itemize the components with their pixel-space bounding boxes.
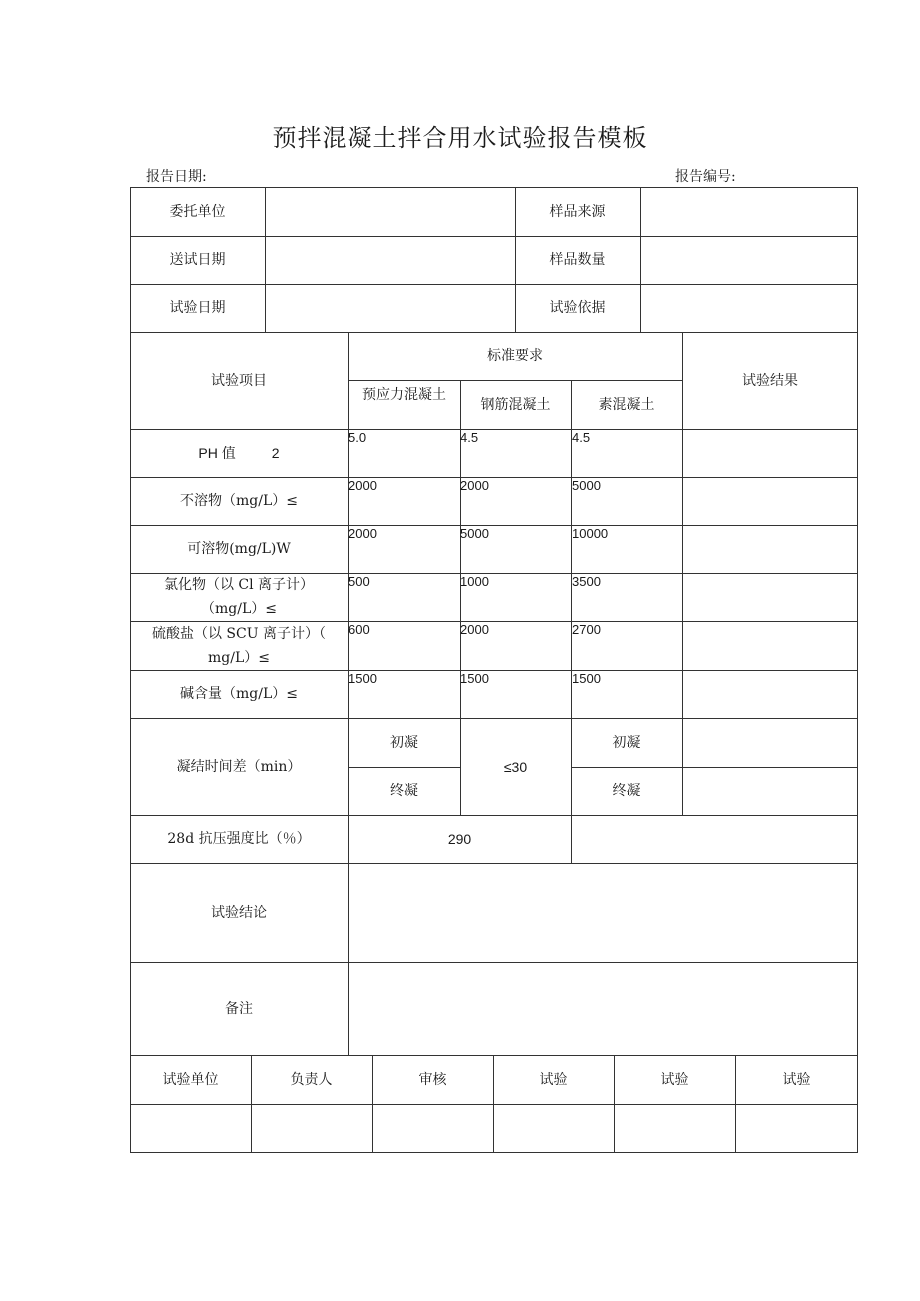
send-date-label: 送试日期 (169, 252, 226, 268)
sample-source-field[interactable] (641, 188, 857, 235)
alkali-plain-value: 1500 (572, 671, 601, 686)
insoluble-result-field[interactable] (683, 478, 857, 524)
report-number-label: 报告编号: (675, 169, 736, 185)
signature-test-label: 试验 (782, 1071, 811, 1088)
ph-label-text: PH 值 (198, 445, 236, 461)
alkali-reinforced-value: 1500 (460, 671, 489, 686)
setting-time-label: 凝结时间差（min） (176, 758, 302, 775)
test-basis-label: 试验依据 (549, 300, 606, 316)
signature-person-in-charge-label: 负责人 (290, 1071, 333, 1088)
remark-field[interactable] (349, 963, 857, 1054)
sample-qty-label: 样品数量 (549, 252, 606, 268)
alkali-prestressed-value: 1500 (348, 671, 377, 686)
soluble-plain-value: 10000 (572, 526, 609, 541)
chloride-label (130, 573, 348, 621)
strength-ratio-value: 290 (447, 831, 472, 847)
final-setting-result-label: 终凝 (612, 783, 641, 799)
signature-review-field[interactable] (373, 1105, 492, 1152)
signature-test-field[interactable] (494, 1105, 613, 1152)
signature-test-field[interactable] (615, 1105, 734, 1152)
strength-ratio-label: 28d 抗压强度比（％） (167, 831, 311, 847)
chloride-reinforced-value: 1000 (460, 574, 489, 589)
ph-result-field[interactable] (683, 430, 857, 476)
initial-setting-label: 初凝 (390, 734, 418, 751)
chloride-prestressed-value: 500 (348, 574, 370, 589)
conclusion-field[interactable] (349, 864, 857, 961)
signature-test-unit-field[interactable] (131, 1105, 250, 1152)
strength-result-field[interactable] (572, 816, 857, 862)
final-setting-result-field[interactable] (683, 768, 857, 814)
insoluble-prestressed-value: 2000 (348, 478, 377, 493)
ph-label-extra: 2 (271, 445, 280, 461)
signature-test-label: 试验 (539, 1071, 568, 1088)
setting-limit-value: ≤30 (503, 758, 528, 775)
chloride-plain-value: 3500 (572, 574, 601, 589)
insoluble-label: 不溶物（mg∕L）≤ (180, 493, 298, 509)
sulfate-label-line1: 硫酸盐（以 SCU 离子计）（ (151, 625, 326, 642)
standard-header: 标准要求 (487, 348, 543, 364)
report-date-label: 报告日期: (146, 169, 207, 185)
sulfate-label (130, 621, 348, 670)
signature-test-field[interactable] (736, 1105, 857, 1152)
sulfate-plain-value: 2700 (572, 622, 601, 637)
chloride-label-line2: （mg∕L）≤ (201, 601, 277, 617)
initial-setting-result-label: 初凝 (612, 734, 641, 751)
signature-review-label: 审核 (418, 1071, 447, 1088)
sample-source-label: 样品来源 (549, 203, 606, 220)
test-date-field[interactable] (266, 285, 514, 331)
soluble-prestressed-value: 2000 (348, 526, 377, 541)
sulfate-label-line2: mg∕L）≤ (208, 649, 270, 666)
ph-reinforced-value: 4.5 (460, 430, 479, 445)
soluble-reinforced-value: 5000 (460, 526, 489, 541)
sulfate-result-field[interactable] (683, 622, 857, 669)
client-field[interactable] (266, 188, 514, 235)
chloride-result-field[interactable] (683, 574, 857, 620)
ph-prestressed-value: 5.0 (348, 430, 367, 445)
conclusion-label: 试验结论 (211, 904, 267, 921)
insoluble-plain-value: 5000 (572, 478, 601, 493)
initial-setting-result-field[interactable] (683, 719, 857, 766)
soluble-label: 可溶物(mg∕L)W (187, 541, 291, 557)
sample-qty-field[interactable] (641, 237, 857, 283)
prestressed-header: 预应力混凝土 (362, 387, 446, 403)
reinforced-header: 钢筋混凝土 (480, 397, 551, 413)
signature-test-unit-label: 试验单位 (162, 1071, 219, 1088)
plain-header: 素混凝土 (598, 397, 655, 413)
signature-person-in-charge-field[interactable] (252, 1105, 371, 1152)
client-label: 委托单位 (169, 203, 226, 220)
signature-test-label: 试验 (660, 1071, 689, 1088)
test-item-header: 试验项目 (211, 372, 267, 389)
test-basis-field[interactable] (641, 285, 857, 331)
chloride-label-line1: 氯化物（以 Cl 离子计） (163, 577, 315, 593)
soluble-result-field[interactable] (683, 526, 857, 572)
sulfate-reinforced-value: 2000 (460, 622, 489, 637)
result-header: 试验结果 (742, 372, 798, 389)
page-title: 预拌混凝土拌合用水试验报告模板 (272, 124, 648, 152)
insoluble-reinforced-value: 2000 (460, 478, 489, 493)
send-date-field[interactable] (266, 237, 514, 283)
ph-label (130, 429, 348, 477)
alkali-label: 碱含量（mg∕L）≤ (180, 686, 298, 702)
alkali-result-field[interactable] (683, 671, 857, 717)
final-setting-label: 终凝 (390, 783, 418, 799)
remark-label: 备注 (225, 1000, 253, 1017)
test-date-label: 试验日期 (169, 300, 226, 316)
ph-plain-value: 4.5 (572, 430, 591, 445)
sulfate-prestressed-value: 600 (348, 622, 370, 637)
